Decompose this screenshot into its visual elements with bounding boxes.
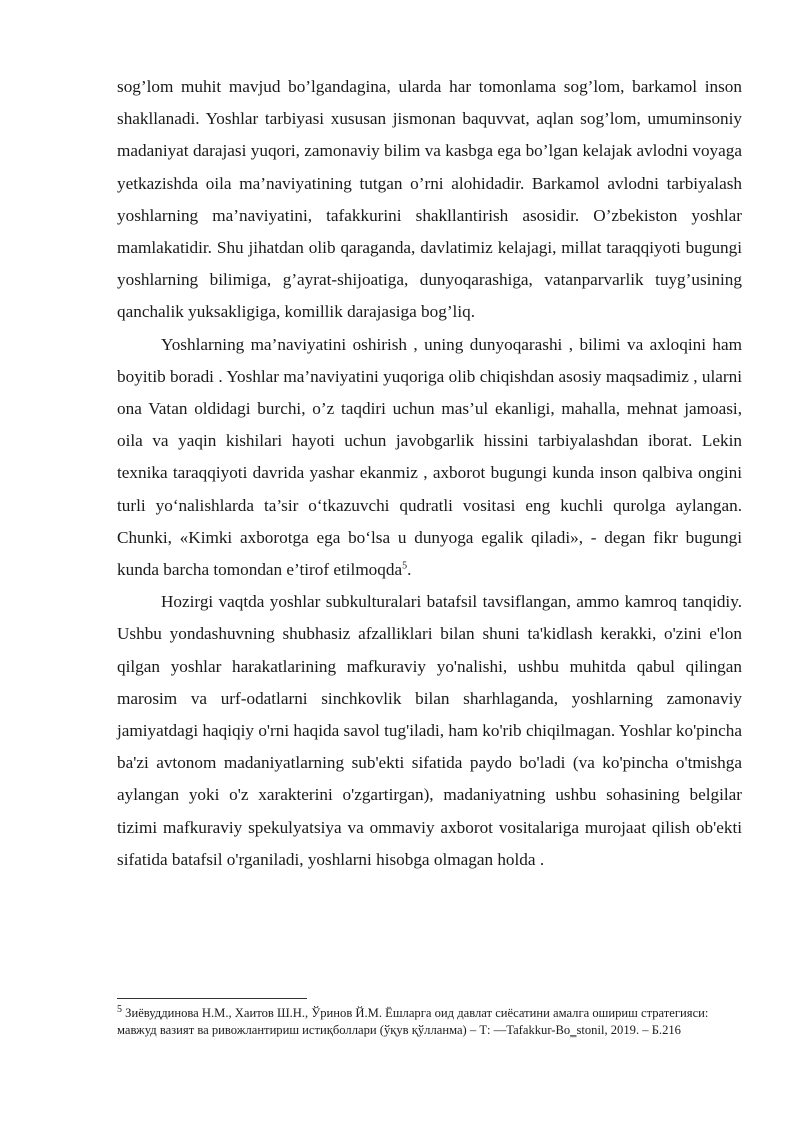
- footnote-divider: [117, 998, 307, 999]
- paragraph-2-text: Yoshlarning ma’naviyatini oshirish , uning dunyoqarashi , bilimi va axloqini ham boyitib boradi . Yoshlar ma’naviyatini yuqoriga olib chiqishdan asosiy maqsadimiz , ularni ona Vatan oldidagi burchi, o’z taqdiri uchun mas’ul ekanligi, mahalla, mehnat jamoasi, oila va yaqin kishilari hayoti uchun javobgarlik hissini tarbiyalashdan iborat. Lekin texnika taraqqiyoti davrida yashar ekanmiz , axborot bugungi kunda inson qalbiva ongini turli yo‘nalishlarda ta’sir o‘tkazuvchi qudratli vositasi eng kuchli qurolga aylangan. Chunki, «Kimki axborotga ega bo‘lsa u dunyoga egalik qiladi», - degan fikr bugungi kunda barcha tomondan e’tirof etilmoqda: [117, 334, 742, 580]
- body-text: [117, 71, 742, 876]
- footnote: [117, 1005, 742, 1038]
- paragraph-1: sog’lom muhit mavjud bo’lgandagina, ularda har tomonlama sog’lom, barkamol inson shakllanadi. Yoshlar tarbiyasi xususan jismonan baquvvat, aqlan sog’lom, umuminsoniy madaniyat darajasi yuqori, zamonaviy bilim va kasbga ega bo’lgan kelajak avlodni voyaga yetkazishda oila ma’naviyatining tutgan o’rni alohidadir. Barkamol avlodni tarbiyalash yoshlarning ma’naviyatini, tafakkurini shakllantirish asosidir. O’zbekiston yoshlar mamlakatidir. Shu jihatdan olib qaraganda, davlatimiz kelajagi, millat taraqqiyoti bugungi yoshlarning bilimiga, g’ayrat-shijoatiga, dunyoqarashiga, vatanparvarlik tuyg’usining qanchalik yuksakligiga, komillik darajasiga bog’liq.: [117, 77, 742, 322]
- footnote-reference: 5: [402, 560, 408, 572]
- paragraph-2: [117, 329, 742, 587]
- paragraph-3: Hozirgi vaqtda yoshlar subkulturalari batafsil tavsiflangan, ammo kamroq tanqidiy. Ushbu yondashuvning shubhasiz afzalliklari bilan shuni ta'kidlash kerakki, o'zini e'lon qilgan yoshlar harakatlarining mafkuraviy yo'nalishi, ushbu muhitda qabul qilingan marosim va urf-odatlarni sinchkovlik bilan sharhlaganda, yoshlarning zamonaviy jamiyatdagi haqiqiy o'rni haqida savol tug'iladi, ham ko'rib chiqilmagan. Yoshlar ko'pincha ba'zi avtonom madaniyatlarning sub'ekti sifatida paydo bo'ladi (va ko'pincha o'tmishga aylangan yoki o'z xarakterini o'zgartirgan), madaniyatning ushbu sohasining belgilar tizimi mafkuraviy spekulyatsiya va ommaviy axborot vositalariga murojaat qilish ob'ekti sifatida batafsil o'rganiladi, yoshlarni hisobga olmagan holda .: [117, 592, 742, 869]
- footnote-marker: 5: [117, 1003, 122, 1015]
- paragraph-2-end: .: [407, 560, 412, 580]
- footnote-text: Зиёвуддинова Н.М., Хаитов Ш.Н., Ўринов Й.М. Ёшларга оид давлат сиёсатини амалга ошириш стратегияси: мавжуд вазият ва ривожлантириш истиқболлари (ўқув қўлланма) – Т: ―Tafakkur-Bo‗stonil, 2019. – Б.216: [117, 1006, 709, 1037]
